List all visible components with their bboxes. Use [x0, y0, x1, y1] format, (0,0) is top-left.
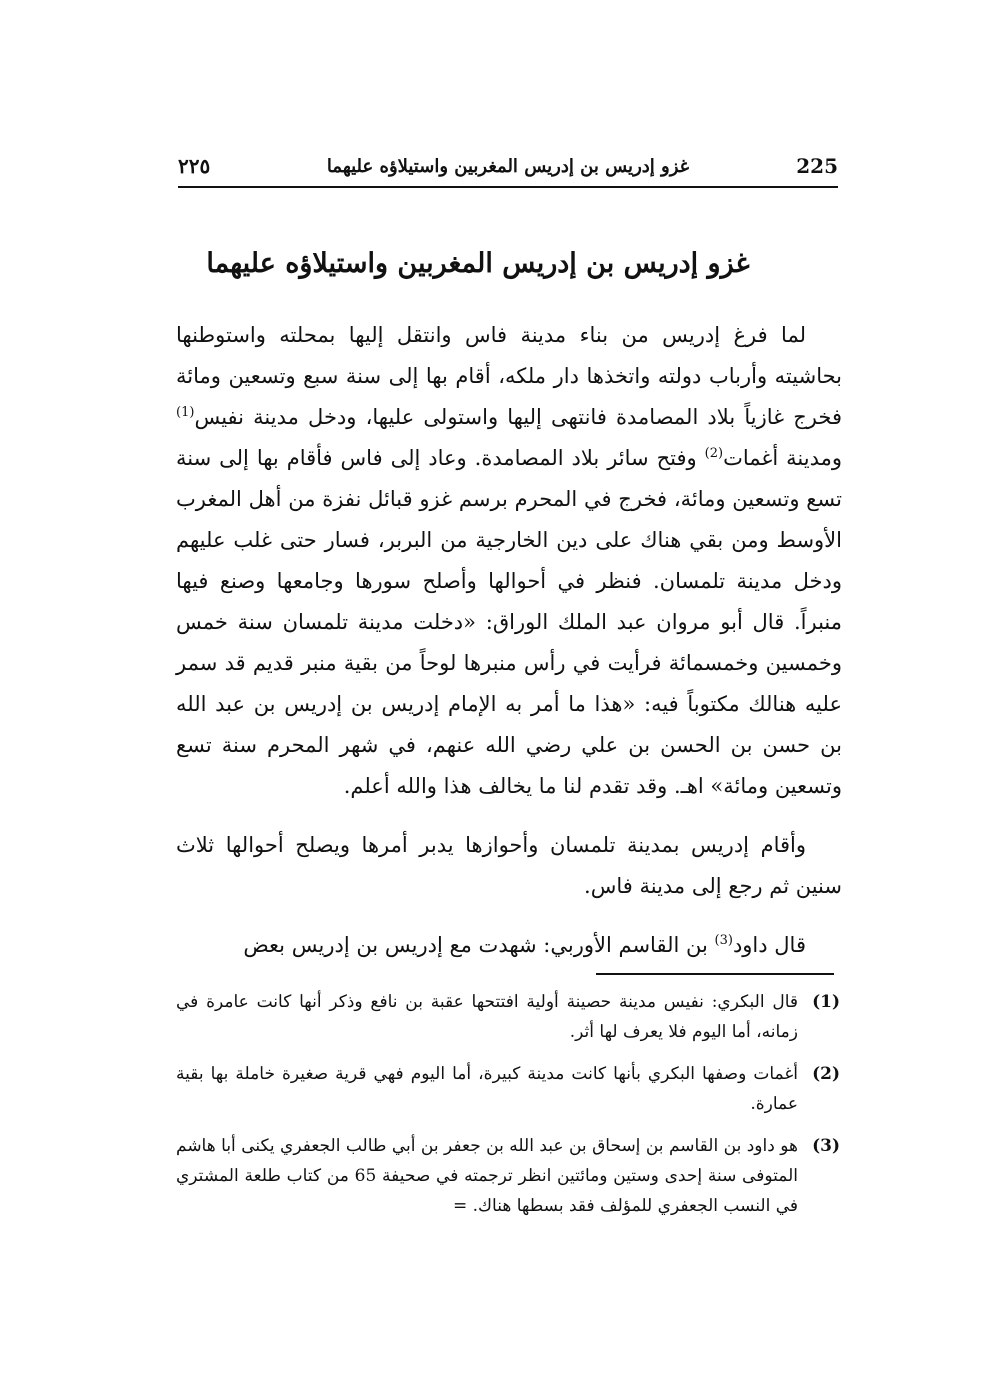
paragraph-text: ومدينة أغمات — [723, 446, 842, 470]
footnote-ref-3[interactable]: (3) — [714, 933, 733, 948]
paragraph-text: قال داود — [732, 933, 806, 957]
footnote-text: أغمات وصفها البكري بأنها كانت مدينة كبيرة، أما اليوم فهي قرية صغيرة خاملة بها بقية عمارة. — [176, 1064, 798, 1114]
footnote-ref-1[interactable]: (1) — [176, 405, 195, 420]
footnote-number: (1) — [812, 992, 840, 1012]
chapter-title: غزو إدريس بن إدريس المغربين واستيلاؤه عليهما — [206, 248, 750, 279]
footnote-separator — [596, 973, 834, 975]
paragraph-text: لما فرغ إدريس من بناء مدينة فاس وانتقل إليها بمحلته واستوطنها بحاشيته وأرباب دولته واتخذها دار ملكه، أقام بها إلى سنة سبع وتسعين ومائة فخرج غازياً بلاد المصامدة فانتهى إليها واستولى عليها، ودخل مدينة نفيس — [176, 323, 842, 429]
page-number-latin: 225 — [796, 154, 838, 178]
footnote-2 — [176, 1059, 840, 1119]
footnote-text: قال البكري: نفيس مدينة حصينة أولية افتتحها عقبة بن نافع وذكر أنها كانت عامرة في زمانه، أما اليوم فلا يعرف لها أثر. — [176, 992, 798, 1042]
footnotes — [176, 987, 840, 1233]
paragraph-text: بن القاسم الأوربي: شهدت مع إدريس بن إدريس بعض — [243, 933, 715, 957]
main-text — [176, 315, 842, 984]
page-number-arabic: ٢٢٥ — [178, 154, 211, 178]
running-header — [178, 152, 838, 188]
paragraph-1 — [176, 315, 842, 807]
footnote-1 — [176, 987, 840, 1047]
footnote-3 — [176, 1131, 840, 1221]
paragraph-3 — [176, 925, 842, 966]
running-title: غزو إدريس بن إدريس المغربين واستيلاؤه عليهما — [326, 156, 690, 177]
paragraph-2: وأقام إدريس بمدينة تلمسان وأحوازها يدبر أمرها ويصلح أحوالها ثلاث سنين ثم رجع إلى مدينة فاس. — [176, 833, 842, 898]
footnote-number: (2) — [812, 1064, 840, 1084]
footnote-ref-2[interactable]: (2) — [704, 446, 724, 461]
footnote-number: (3) — [812, 1136, 840, 1156]
paragraph-text: وفتح سائر بلاد المصامدة. وعاد إلى فاس فأقام بها إلى سنة تسع وتسعين ومائة، فخرج في المحرم برسم غزو قبائل نفزة من أهل المغرب الأوسط ومن بقي هناك على دين الخارجية من البربر، فسار حتى غلب عليهم ودخل مدينة تلمسان. فنظر في أحوالها وأصلح سورها وجامعها وصنع فيها منبراً. قال أبو مروان عبد الملك الوراق: «دخلت مدينة تلمسان سنة خمس وخمسين وخمسمائة فرأيت في رأس منبرها لوحاً من بقية منبر قديم قد سمر عليه هنالك مكتوباً فيه: «هذا ما أمر به الإمام إدريس بن إدريس بن عبد الله بن حسن بن الحسن بن علي رضي الله عنهم، في شهر المحرم سنة تسع وتسعين ومائة» اهـ. وقد تقدم لنا ما يخالف هذا والله أعلم. — [176, 446, 842, 798]
footnote-text: هو داود بن القاسم بن إسحاق بن عبد الله بن جعفر بن أبي طالب الجعفري يكنى أبا هاشم المتوفى سنة إحدى وستين ومائتين انظر ترجمته في صحيفة 65 من كتاب طلعة المشتري في النسب الجعفري للمؤلف فقد بسطها هناك. = — [176, 1136, 798, 1216]
